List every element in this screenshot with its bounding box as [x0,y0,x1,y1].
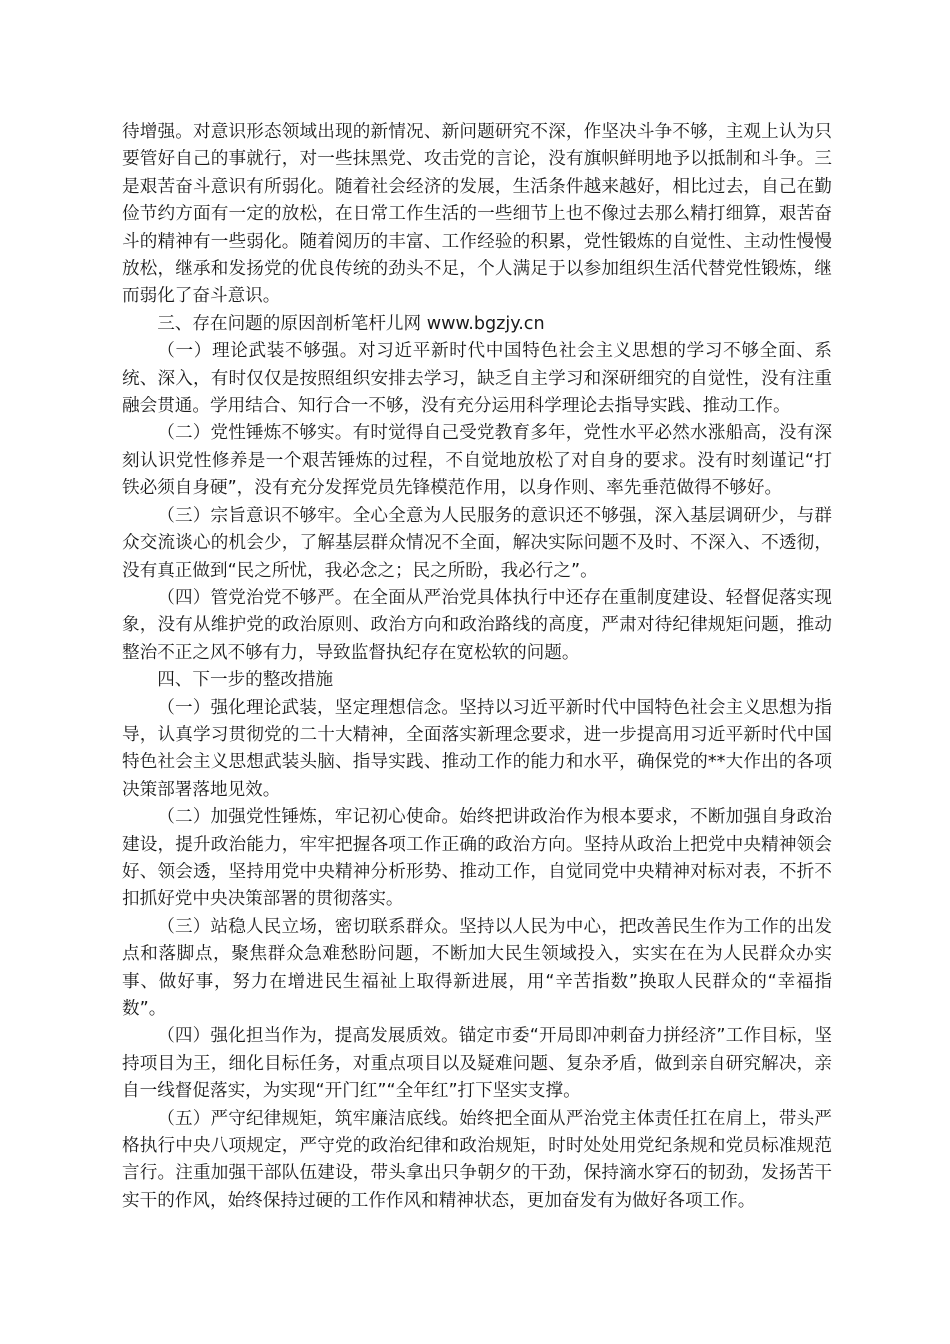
paragraph-item: （四）管党治党不够严。在全面从严治党具体执行中还存在重制度建设、轻督促落实现象，没有从维护党的政治原则、政治方向和政治路线的高度，严肃对待纪律规矩问题，推动整治不正之风不够有力，导致监督执纪存在宽松软的问题。 [122,587,832,663]
paragraph-item: （四）强化担当作为，提高发展质效。锚定市委“开局即冲刺奋力拼经济”工作目标，坚持项目为王，细化目标任务，对重点项目以及疑难问题、复杂矛盾，做到亲自研究解决，亲自一线督促落实，为实现“开门红”“全年红”打下坚实支撑。 [122,1026,832,1102]
paragraph-continuation: 待增强。对意识形态领域出现的新情况、新问题研究不深，作坚决斗争不够，主观上认为只要管好自己的事就行，对一些抹黑党、攻击党的言论，没有旗帜鲜明地予以抵制和斗争。三是艰苦奋斗意识有所弱化。随着社会经济的发展，生活条件越来越好，相比过去，自己在勤俭节约方面有一定的放松，在日常工作生活的一些细节上也不像过去那么精打细算，艰苦奋斗的精神有一些弱化。随着阅历的丰富、工作经验的积累，党性锻炼的自觉性、主动性慢慢放松，继承和发扬党的优良传统的劲头不足，个人满足于以参加组织生活代替党性锻炼，继而弱化了奋斗意识。 [122,122,832,307]
paragraph-item: （三）站稳人民立场，密切联系群众。坚持以人民为中心，把改善民生作为工作的出发点和落脚点，聚焦群众急难愁盼问题，不断加大民生领域投入，实实在在为人民群众办实事、做好事，努力在增进民生福祉上取得新进展，用“辛苦指数”换取人民群众的“幸福指数”。 [122,916,832,1019]
paragraph-item: （二）加强党性锤炼，牢记初心使命。始终把讲政治作为根本要求，不断加强自身政治建设，提升政治能力，牢牢把握各项工作正确的政治方向。坚持从政治上把党中央精神领会好、领会透，坚持用党中央精神分析形势、推动工作，自觉同党中央精神对标对表，不折不扣抓好党中央决策部署的贯彻落实。 [122,807,832,910]
section-heading-3: 三、存在问题的原因剖析笔杆儿网 www.bgzjy.cn [157,313,545,334]
document-body [122,119,832,1215]
section-heading-4: 四、下一步的整改措施 [157,670,334,691]
paragraph-item: （二）党性锤炼不够实。有时觉得自己受党教育多年，党性水平必然水涨船高，没有深刻认识党性修养是一个艰苦锤炼的过程，不自觉地放松了对自身的要求。没有时刻谨记“打铁必须自身硬”，没有充分发挥党员先锋模范作用，以身作则、率先垂范做得不够好。 [122,423,832,499]
paragraph-item: （五）严守纪律规矩，筑牢廉洁底线。始终把全面从严治党主体责任扛在肩上，带头严格执行中央八项规定，严守党的政治纪律和政治规矩，时时处处用党纪条规和党员标准规范言行。注重加强干部队伍建设，带头拿出只争朝夕的干劲，保持滴水穿石的韧劲，发扬苦干实干的作风，始终保持过硬的工作作风和精神状态，更加奋发有为做好各项工作。 [122,1108,832,1211]
paragraph-item: （一）强化理论武装，坚定理想信念。坚持以习近平新时代中国特色社会主义思想为指导，认真学习贯彻党的二十大精神，全面落实新理念要求，进一步提高用习近平新时代中国特色社会主义思想武装头脑、指导实践、推动工作的能力和水平，确保党的**大作出的各项决策部署落地见效。 [122,697,832,800]
paragraph-item: （三）宗旨意识不够牢。全心全意为人民服务的意识还不够强，深入基层调研少，与群众交流谈心的机会少，了解基层群众情况不全面，解决实际问题不及时、不深入、不透彻，没有真正做到“民之所忧，我必念之；民之所盼，我必行之”。 [122,505,832,581]
paragraph-item: （一）理论武装不够强。对习近平新时代中国特色社会主义思想的学习不够全面、系统、深入，有时仅仅是按照组织安排去学习，缺乏自主学习和深研细究的自觉性，没有注重融会贯通。学用结合、知行合一不够，没有充分运用科学理论去指导实践、推动工作。 [122,341,832,417]
